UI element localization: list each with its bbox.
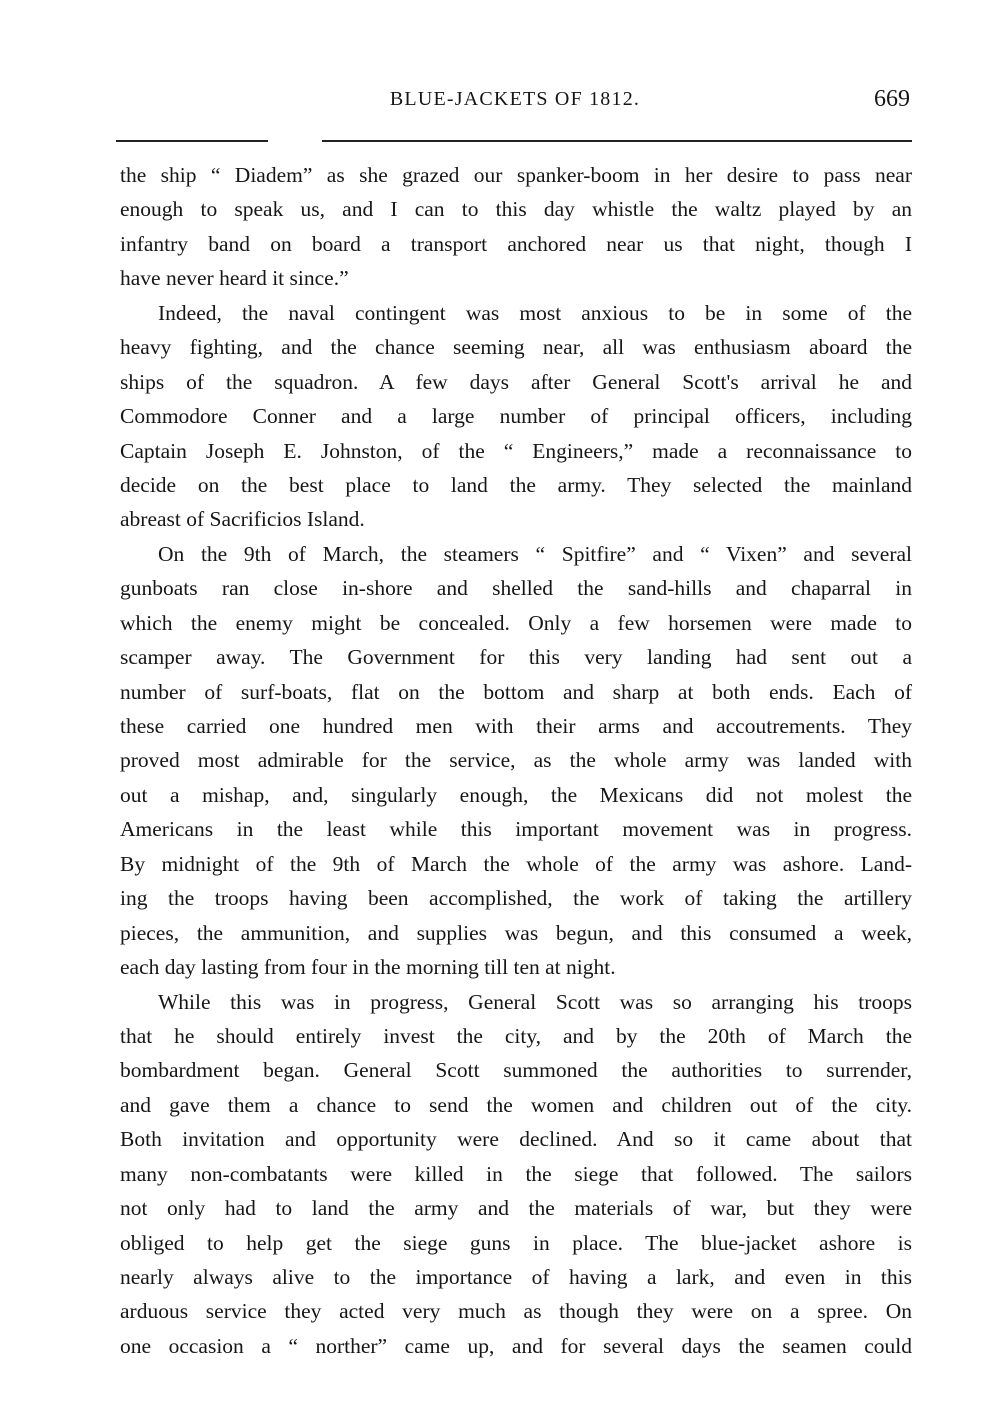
text-line: ing the troops having been accomplished, the work of taking the artillery bbox=[120, 886, 912, 911]
text-line: and gave them a chance to send the women and children out of the city. bbox=[120, 1092, 912, 1117]
text-line: pieces, the ammunition, and supplies was begun, and this consumed a week, bbox=[120, 920, 912, 945]
text-line: While this was in progress, General Scott was so arranging his troops bbox=[158, 989, 912, 1014]
paragraph bbox=[120, 158, 912, 296]
running-head bbox=[120, 86, 910, 116]
text-line: nearly always alive to the importance of having a lark, and even in this bbox=[120, 1265, 912, 1289]
text-line: abreast of Sacrificios Island. bbox=[120, 507, 365, 532]
text-line: each day lasting from four in the morning till ten at night. bbox=[120, 955, 616, 980]
text-line: have never heard it since.” bbox=[120, 266, 349, 291]
page-number: 669 bbox=[874, 86, 910, 112]
text-line: these carried one hundred men with their arms and accoutrements. They bbox=[120, 714, 912, 738]
text-line: enough to speak us, and I can to this day whistle the waltz played by an bbox=[120, 197, 912, 222]
text-line: Captain Joseph E. Johnston, of the “ Engineers,” made a reconnaissance to bbox=[120, 438, 912, 463]
text-line: that he should entirely invest the city, and by the 20th of March the bbox=[120, 1023, 912, 1048]
text-line: bombardment began. General Scott summoned the authorities to surrender, bbox=[120, 1058, 912, 1083]
body-text bbox=[120, 158, 912, 1363]
text-line: the ship “ Diadem” as she grazed our spanker-boom in her desire to pass near bbox=[120, 163, 912, 187]
text-line: obliged to help get the siege guns in place. The blue-jacket ashore is bbox=[120, 1230, 912, 1255]
text-line: not only had to land the army and the materials of war, but they were bbox=[120, 1196, 912, 1221]
text-line: decide on the best place to land the army. They selected the mainland bbox=[120, 472, 912, 497]
paragraph bbox=[120, 537, 912, 985]
text-line: Americans in the least while this important movement was in progress. bbox=[120, 817, 912, 842]
text-line: Commodore Conner and a large number of principal officers, including bbox=[120, 404, 912, 429]
text-line: scamper away. The Government for this very landing had sent out a bbox=[120, 645, 912, 670]
text-line: heavy fighting, and the chance seeming near, all was enthusiasm aboard the bbox=[120, 335, 912, 360]
paragraph bbox=[120, 296, 912, 537]
text-line: arduous service they acted very much as though they were on a spree. On bbox=[120, 1299, 912, 1324]
header-rule-dot bbox=[255, 140, 258, 141]
paragraph bbox=[120, 985, 912, 1364]
text-line: number of surf-boats, flat on the bottom and sharp at both ends. Each of bbox=[120, 679, 912, 704]
header-rule-right bbox=[322, 140, 912, 142]
text-line: out a mishap, and, singularly enough, the Mexicans did not molest the bbox=[120, 782, 912, 807]
text-line: Indeed, the naval contingent was most anxious to be in some of the bbox=[158, 300, 912, 325]
text-line: infantry band on board a transport anchored near us that night, though I bbox=[120, 231, 912, 256]
text-line: one occasion a “ norther” came up, and for several days the seamen could bbox=[120, 1333, 912, 1358]
header-rule-left bbox=[116, 140, 268, 142]
text-line: ships of the squadron. A few days after General Scott's arrival he and bbox=[120, 369, 912, 394]
text-line: Both invitation and opportunity were declined. And so it came about that bbox=[120, 1127, 912, 1152]
text-line: By midnight of the 9th of March the whole of the army was ashore. Land- bbox=[120, 851, 912, 876]
text-line: which the enemy might be concealed. Only a few horsemen were made to bbox=[120, 610, 912, 635]
text-line: many non-combatants were killed in the siege that followed. The sailors bbox=[120, 1161, 912, 1186]
text-line: proved most admirable for the service, as the whole army was landed with bbox=[120, 748, 912, 773]
text-line: gunboats ran close in-shore and shelled the sand-hills and chaparral in bbox=[120, 576, 912, 601]
text-line: On the 9th of March, the steamers “ Spitfire” and “ Vixen” and several bbox=[158, 541, 912, 566]
running-title: BLUE-JACKETS OF 1812. bbox=[389, 88, 641, 110]
